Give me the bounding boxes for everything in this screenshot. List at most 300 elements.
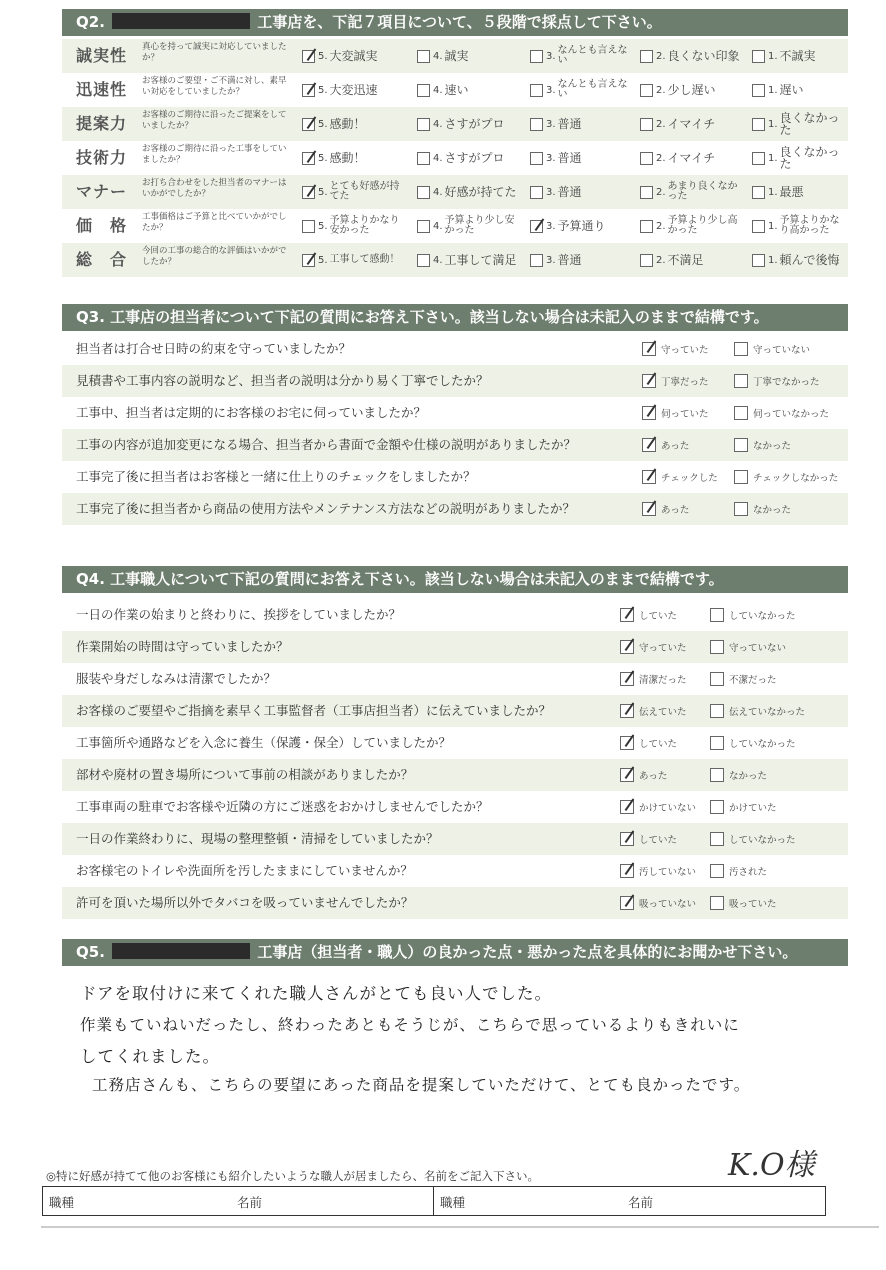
name-label: 名前 <box>628 1195 654 1210</box>
checkbox[interactable] <box>734 342 748 356</box>
option-number: 5. <box>318 152 328 164</box>
option-number: 2. <box>656 220 666 232</box>
rating-option[interactable] <box>302 243 414 277</box>
option-label: イマイチ <box>667 117 716 131</box>
checkbox[interactable] <box>640 220 653 233</box>
rating-description: 工事価格はご予算と比べていかがでしたか？ <box>142 212 287 233</box>
option-label: 普通 <box>557 151 582 165</box>
option-number: 2. <box>656 84 666 96</box>
option-number: 4. <box>433 254 443 266</box>
option-label: とても好感が持てた <box>329 181 400 202</box>
answer-no[interactable] <box>734 365 820 397</box>
checkbox[interactable] <box>710 832 724 846</box>
answer-yes[interactable] <box>642 461 718 493</box>
redacted-company-name <box>112 13 250 29</box>
checkbox[interactable] <box>640 50 653 63</box>
q2-header-prefix: Q2. <box>76 13 105 31</box>
answer-no[interactable] <box>710 631 786 663</box>
rating-option[interactable] <box>640 175 750 209</box>
option-number: 3. <box>546 220 556 232</box>
answer-yes-label: 汚していない <box>639 867 697 878</box>
option-number: 1. <box>768 84 778 96</box>
rating-option[interactable] <box>640 243 750 277</box>
checkbox[interactable] <box>734 438 748 452</box>
rating-option[interactable] <box>752 39 848 73</box>
rating-option[interactable] <box>417 141 527 175</box>
answer-yes-label: 守っていた <box>661 345 709 356</box>
answer-no[interactable] <box>734 333 810 365</box>
answer-no-label: なかった <box>753 441 792 452</box>
rating-category: 技術力 <box>76 148 128 167</box>
q3-header: Q3. 工事店の担当者について下記の質問にお答え下さい。該当しない場合は未記入のままで結構です。 <box>62 304 848 331</box>
question-row <box>62 823 848 855</box>
checkbox[interactable] <box>640 152 653 165</box>
answer-yes[interactable] <box>642 493 689 525</box>
option-number: 1. <box>768 186 778 198</box>
answer-no-label: 不潔だった <box>729 675 777 686</box>
question-text: 工事完了後に担当者はお客様と一緒に仕上りのチェックをしましたか？ <box>76 469 476 484</box>
option-label: 速い <box>444 83 469 97</box>
checkbox[interactable] <box>752 186 765 199</box>
checkbox[interactable] <box>642 342 656 356</box>
checkbox[interactable] <box>530 254 543 267</box>
answer-no-label: していなかった <box>729 835 796 846</box>
answer-no-label: 伝えていなかった <box>729 707 806 718</box>
option-label: イマイチ <box>667 151 716 165</box>
option-label: 予算より少し高かった <box>667 215 738 236</box>
option-label: あまり良くなかった <box>667 181 738 202</box>
option-number: 1. <box>768 118 778 130</box>
redacted-company-name <box>112 943 250 959</box>
question-text: 服装や身だしなみは清潔でしたか？ <box>76 671 277 686</box>
checkbox[interactable] <box>417 254 430 267</box>
option-number: 5. <box>318 50 328 62</box>
checkbox[interactable] <box>530 186 543 199</box>
rating-row <box>62 107 848 141</box>
option-label: 良くなかった <box>779 111 840 137</box>
checkbox[interactable] <box>642 502 656 516</box>
checkbox[interactable] <box>752 152 765 165</box>
checkbox[interactable] <box>710 736 724 750</box>
q4-header: Q4. 工事職人について下記の質問にお答え下さい。該当しない場合は未記入のままで結構です。 <box>62 566 848 593</box>
rating-category: 誠実性 <box>76 46 128 65</box>
checkbox[interactable] <box>734 374 748 388</box>
craftsman-name-table <box>42 1186 826 1216</box>
checkbox[interactable] <box>710 672 724 686</box>
checkbox[interactable] <box>640 118 653 131</box>
answer-no-label: かけていた <box>729 803 777 814</box>
rating-option[interactable] <box>302 107 414 141</box>
checkbox[interactable] <box>530 84 543 97</box>
answer-no[interactable] <box>710 855 767 887</box>
question-text: 工事完了後に担当者から商品の使用方法やメンテナンス方法などの説明がありましたか？ <box>76 501 576 516</box>
rating-option[interactable] <box>640 209 750 243</box>
rating-option[interactable] <box>302 175 414 209</box>
question-text: 許可を頂いた場所以外でタバコを吸っていませんでしたか？ <box>76 895 414 910</box>
option-number: 2. <box>656 186 666 198</box>
rating-row <box>62 73 848 107</box>
q2-header-text: 工事店を、下記７項目について、５段階で採点して下さい。 <box>257 13 662 31</box>
checkbox[interactable] <box>302 254 315 267</box>
option-number: 2. <box>656 152 666 164</box>
rating-option[interactable] <box>752 141 848 175</box>
answer-no[interactable] <box>710 727 796 759</box>
rating-description: お客様のご期待に沿った工事をしていましたか？ <box>142 144 287 165</box>
rating-category: 総 合 <box>76 250 128 269</box>
question-row <box>62 599 848 631</box>
question-row <box>62 663 848 695</box>
answer-no[interactable] <box>734 397 829 429</box>
comment-line-4: 工務店さんも、こちらの要望にあった商品を提案していただけて、とても良かったです。 <box>92 1076 751 1094</box>
answer-yes-label: していた <box>639 835 678 846</box>
answer-yes[interactable] <box>620 663 687 695</box>
job-label: 職種 <box>49 1195 75 1210</box>
checkbox[interactable] <box>302 118 315 131</box>
checkbox[interactable] <box>710 896 724 910</box>
checkbox[interactable] <box>620 704 634 718</box>
option-label: 普通 <box>557 185 582 199</box>
answer-yes[interactable] <box>620 695 687 727</box>
signature: K.O様 <box>728 1148 815 1183</box>
q5-header <box>62 939 848 966</box>
option-label: 好感が持てた <box>444 185 517 199</box>
rating-option[interactable] <box>302 39 414 73</box>
option-number: 4. <box>433 220 443 232</box>
rating-category: 価 格 <box>76 216 128 235</box>
checkbox[interactable] <box>752 220 765 233</box>
rating-row <box>62 39 848 73</box>
answer-yes[interactable] <box>620 855 696 887</box>
question-row <box>62 365 848 397</box>
question-text: 一日の作業の始まりと終わりに、挨拶をしていましたか？ <box>76 607 402 622</box>
option-label: 遅い <box>779 83 804 97</box>
option-label: さすがプロ <box>444 151 505 165</box>
option-label: 予算よりかなり安かった <box>329 215 400 236</box>
checkbox[interactable] <box>710 640 724 654</box>
checkbox[interactable] <box>710 800 724 814</box>
checkbox[interactable] <box>734 502 748 516</box>
question-row <box>62 461 848 493</box>
question-row <box>62 631 848 663</box>
answer-no[interactable] <box>710 887 777 919</box>
option-number: 4. <box>433 84 443 96</box>
question-text: 担当者は打合せ日時の約束を守っていましたか？ <box>76 341 352 356</box>
option-label: 最悪 <box>779 185 804 199</box>
answer-yes[interactable] <box>620 823 677 855</box>
answer-yes[interactable] <box>642 429 689 461</box>
option-number: 1. <box>768 152 778 164</box>
answer-no-label: 丁寧でなかった <box>753 377 820 388</box>
rating-category: マナー <box>76 182 128 201</box>
option-number: 3. <box>546 186 556 198</box>
checkbox[interactable] <box>530 152 543 165</box>
checkbox[interactable] <box>417 220 430 233</box>
rating-option[interactable] <box>530 141 638 175</box>
answer-yes-label: かけていない <box>639 803 697 814</box>
checkbox[interactable] <box>620 896 634 910</box>
option-label: さすがプロ <box>444 117 505 131</box>
option-label: 良くなかった <box>779 145 840 171</box>
answer-yes[interactable] <box>620 759 667 791</box>
checkbox[interactable] <box>752 50 765 63</box>
checkbox[interactable] <box>620 736 634 750</box>
option-label: 工事して感動！ <box>329 254 400 265</box>
checkbox[interactable] <box>302 152 315 165</box>
option-number: 3. <box>546 152 556 164</box>
checkbox[interactable] <box>642 406 656 420</box>
answer-no[interactable] <box>710 695 805 727</box>
answer-yes-label: 丁寧だった <box>661 377 709 388</box>
question-text: 工事中、担当者は定期的にお客様のお宅に伺っていましたか？ <box>76 405 427 420</box>
answer-yes[interactable] <box>620 599 677 631</box>
answer-yes-label: チェックした <box>661 473 718 484</box>
option-number: 4. <box>433 152 443 164</box>
rating-option[interactable] <box>302 141 414 175</box>
rating-option[interactable] <box>417 175 527 209</box>
checkbox[interactable] <box>302 186 315 199</box>
answer-yes-label: 守っていた <box>639 643 687 654</box>
checkbox[interactable] <box>620 608 634 622</box>
q2-header <box>62 9 848 36</box>
option-label: 頼んで後悔 <box>779 253 840 267</box>
rating-option[interactable] <box>530 39 638 73</box>
checkbox[interactable] <box>710 768 724 782</box>
checkbox[interactable] <box>620 672 634 686</box>
option-number: 4. <box>433 50 443 62</box>
checkbox[interactable] <box>640 84 653 97</box>
checkbox[interactable] <box>640 186 653 199</box>
checkbox[interactable] <box>302 84 315 97</box>
answer-no-label: なかった <box>753 505 792 516</box>
answer-no[interactable] <box>734 429 791 461</box>
rating-row <box>62 209 848 243</box>
rating-option[interactable] <box>530 209 638 243</box>
answer-no-label: チェックしなかった <box>753 473 839 484</box>
option-number: 5. <box>318 84 328 96</box>
checkbox[interactable] <box>417 84 430 97</box>
rating-description: お打ち合わせをした担当者のマナーはいかがでしたか？ <box>142 178 287 199</box>
checkbox[interactable] <box>710 864 724 878</box>
checkbox[interactable] <box>710 608 724 622</box>
question-text: お客様宅のトイレや洗面所を汚したままにしていませんか？ <box>76 863 413 878</box>
rating-row <box>62 243 848 277</box>
answer-yes[interactable] <box>642 333 709 365</box>
rating-option[interactable] <box>530 243 638 277</box>
rating-description: 真心を持って誠実に対応していましたか？ <box>142 42 287 63</box>
rating-category: 迅速性 <box>76 80 128 99</box>
option-number: 1. <box>768 220 778 232</box>
rating-option[interactable] <box>752 209 848 243</box>
option-label: 誠実 <box>444 49 469 63</box>
comment-line-1: ドアを取付けに来てくれた職人さんがとても良い人でした。 <box>80 984 553 1003</box>
checkbox[interactable] <box>302 50 315 63</box>
checkbox[interactable] <box>417 186 430 199</box>
option-number: 4. <box>433 186 443 198</box>
rating-option[interactable] <box>530 107 638 141</box>
question-row <box>62 887 848 919</box>
rating-option[interactable] <box>640 73 750 107</box>
name-label: 名前 <box>237 1195 263 1210</box>
checkbox[interactable] <box>642 470 656 484</box>
answer-yes[interactable] <box>620 727 677 759</box>
checkbox[interactable] <box>530 118 543 131</box>
question-row <box>62 695 848 727</box>
checkbox[interactable] <box>640 254 653 267</box>
checkbox[interactable] <box>620 832 634 846</box>
rating-option[interactable] <box>752 175 848 209</box>
answer-yes-label: していた <box>639 611 678 622</box>
comment-line-2: 作業もていねいだったし、終わったあともそうじが、こちらで思っているよりもきれいに <box>80 1016 740 1034</box>
answer-yes-label: あった <box>661 505 690 516</box>
question-row <box>62 727 848 759</box>
option-label: 良くない印象 <box>667 49 740 63</box>
answer-no[interactable] <box>710 663 777 695</box>
rating-option[interactable] <box>640 141 750 175</box>
question-text: 一日の作業終わりに、現場の整理整頓・清掃をしていましたか？ <box>76 831 439 846</box>
answer-yes[interactable] <box>642 365 709 397</box>
option-number: 5. <box>318 186 328 198</box>
option-label: 予算通り <box>557 219 606 233</box>
option-number: 5. <box>318 254 328 266</box>
option-number: 2. <box>656 118 666 130</box>
option-label: 少し遅い <box>667 83 716 97</box>
option-number: 3. <box>546 50 556 62</box>
entry-cell-2[interactable] <box>434 1187 825 1215</box>
rating-option[interactable] <box>752 107 848 141</box>
answer-yes-label: 清潔だった <box>639 675 687 686</box>
option-number: 2. <box>656 50 666 62</box>
question-text: 工事車両の駐車でお客様や近隣の方にご迷惑をおかけしませんでしたか？ <box>76 799 489 814</box>
rating-option[interactable] <box>417 39 527 73</box>
question-row <box>62 855 848 887</box>
option-label: 予算より少し安かった <box>444 215 515 236</box>
option-number: 5. <box>318 220 328 232</box>
rating-option[interactable] <box>640 39 750 73</box>
question-text: お客様のご要望やご指摘を素早く工事監督者（工事店担当者）に伝えていましたか？ <box>76 703 552 718</box>
rating-option[interactable] <box>530 175 638 209</box>
q5-header-text: 工事店（担当者・職人）の良かった点・悪かった点を具体的にお聞かせ下さい。 <box>257 943 798 961</box>
rating-option[interactable] <box>530 73 638 107</box>
option-number: 5. <box>318 118 328 130</box>
footer-note: ◎特に好感が持てて他のお客様にも紹介したいような職人が居ましたら、名前をご記入下さい。 <box>46 1169 540 1183</box>
checkbox[interactable] <box>620 768 634 782</box>
answer-yes-label: あった <box>639 771 668 782</box>
option-number: 1. <box>768 50 778 62</box>
rating-option[interactable] <box>640 107 750 141</box>
option-label: 普通 <box>557 117 582 131</box>
answer-no-label: 守っていない <box>753 345 811 356</box>
rating-option[interactable] <box>417 107 527 141</box>
checkbox[interactable] <box>752 84 765 97</box>
rating-option[interactable] <box>752 243 848 277</box>
checkbox[interactable] <box>752 118 765 131</box>
answer-no-label: 汚された <box>729 867 768 878</box>
entry-cell-1[interactable] <box>43 1187 434 1215</box>
option-label: 大変誠実 <box>329 49 378 63</box>
checkbox[interactable] <box>417 152 430 165</box>
question-text: 工事箇所や通路などを入念に養生（保護・保全）していましたか？ <box>76 735 452 750</box>
answer-yes[interactable] <box>642 397 709 429</box>
answer-yes[interactable] <box>620 887 696 919</box>
question-text: 見積書や工事内容の説明など、担当者の説明は分かり易く丁寧でしたか？ <box>76 373 489 388</box>
checkbox[interactable] <box>417 118 430 131</box>
option-number: 3. <box>546 254 556 266</box>
rating-option[interactable] <box>302 209 414 243</box>
checkbox[interactable] <box>710 704 724 718</box>
checkbox[interactable] <box>417 50 430 63</box>
question-text: 作業開始の時間は守っていましたか？ <box>76 639 289 654</box>
answer-no-label: 吸っていた <box>729 899 777 910</box>
option-label: 感動！ <box>329 117 366 131</box>
checkbox[interactable] <box>734 470 748 484</box>
answer-yes-label: あった <box>661 441 690 452</box>
rating-option[interactable] <box>302 73 414 107</box>
rating-row <box>62 141 848 175</box>
option-number: 4. <box>433 118 443 130</box>
option-number: 2. <box>656 254 666 266</box>
answer-no[interactable] <box>710 599 796 631</box>
rating-option[interactable] <box>417 73 527 107</box>
answer-yes-label: 伺っていた <box>661 409 709 420</box>
answer-no[interactable] <box>710 823 796 855</box>
checkbox[interactable] <box>620 864 634 878</box>
answer-yes[interactable] <box>620 791 696 823</box>
option-label: 感動！ <box>329 151 366 165</box>
answer-yes-label: していた <box>639 739 678 750</box>
checkbox[interactable] <box>752 254 765 267</box>
option-number: 3. <box>546 118 556 130</box>
rating-option[interactable] <box>417 209 527 243</box>
answer-no-label: していなかった <box>729 739 796 750</box>
answer-no[interactable] <box>734 493 791 525</box>
answer-no[interactable] <box>710 759 767 791</box>
answer-no[interactable] <box>710 791 777 823</box>
checkbox[interactable] <box>620 640 634 654</box>
rating-option[interactable] <box>417 243 527 277</box>
answer-yes-label: 伝えていた <box>639 707 687 718</box>
option-label: 普通 <box>557 253 582 267</box>
option-label: 工事して満足 <box>444 253 517 267</box>
rating-description: お客様のご期待に沿ったご提案をしていましたか？ <box>142 110 287 131</box>
q5-header-prefix: Q5. <box>76 943 105 961</box>
option-number: 3. <box>546 84 556 96</box>
checkbox[interactable] <box>642 438 656 452</box>
rating-option[interactable] <box>752 73 848 107</box>
rating-description: 今回の工事の総合的な評価はいかがでしたか？ <box>142 246 287 267</box>
checkbox[interactable] <box>302 220 315 233</box>
checkbox[interactable] <box>530 220 543 233</box>
checkbox[interactable] <box>620 800 634 814</box>
checkbox[interactable] <box>734 406 748 420</box>
answer-yes[interactable] <box>620 631 687 663</box>
answer-no[interactable] <box>734 461 838 493</box>
option-number: 1. <box>768 254 778 266</box>
job-label: 職種 <box>440 1195 466 1210</box>
comment-line-3: してくれました。 <box>80 1047 220 1066</box>
checkbox[interactable] <box>642 374 656 388</box>
option-label: なんとも言えない <box>557 45 628 66</box>
rating-description: お客様のご要望・ご不満に対し、素早い対応をしていましたか？ <box>142 76 287 97</box>
answer-yes-label: 吸っていない <box>639 899 697 910</box>
question-row <box>62 333 848 365</box>
question-row <box>62 791 848 823</box>
bottom-divider <box>41 1226 879 1228</box>
option-label: 大変迅速 <box>329 83 378 97</box>
checkbox[interactable] <box>530 50 543 63</box>
answer-no-label: していなかった <box>729 611 796 622</box>
answer-no-label: 伺っていなかった <box>753 409 830 420</box>
answer-no-label: 守っていない <box>729 643 787 654</box>
